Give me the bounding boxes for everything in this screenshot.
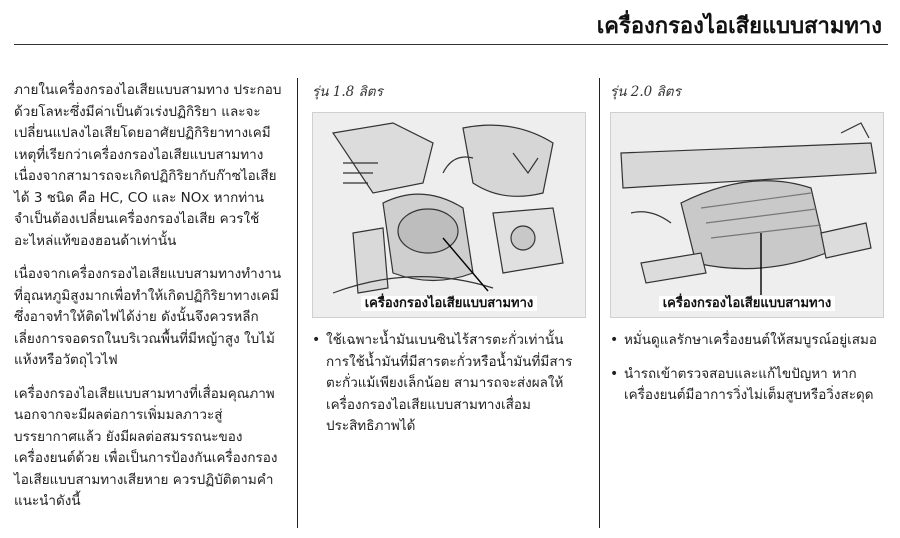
maintenance-tips-list — [610, 330, 888, 407]
figure-caption-1-8 — [313, 292, 585, 313]
heat-warning-paragraph: เนื่องจากเครื่องกรองไอเสียแบบสามทางทำงานที่อุณหภูมิสูงมากเพื่อทำให้เกิดปฏิกิริยาทางเคมี ซึ่งอาจทำให้ติดไฟได้ง่าย ดังนั้นจึงควรหลีกเลี่ยงการจอดรถในบริเวณพื้นที่มีหญ้าสูง ใบไม้แห้งหรือวัตถุไวไฟ — [14, 266, 282, 368]
figure-caption-1-8-text: เครื่องกรองไอเสียแบบสามทาง — [361, 296, 538, 311]
page-title: เครื่องกรองไอเสียแบบสามทาง — [596, 14, 882, 39]
bullet-engine-inspection: • นำรถเข้าตรวจสอบและแก้ไขปัญหา หากเครื่องยนต์มีอาการวิ่งไม่เต็มสูบหรือวิ่งสะดุด — [610, 364, 888, 407]
model-label-2-0: รุ่น 2.0 ลิตร — [610, 84, 681, 100]
intro-paragraph: ภายในเครื่องกรองไอเสียแบบสามทาง ประกอบด้วยโลหะซึ่งมีค่าเป็นตัวเร่งปฏิกิริยา และจะเปลี่ยนแปลงไอเสียโดยอาศัยปฏิกิริยาทางเคมี เหตุที่เรียกว่าเครื่องกรองไอเสียแบบสามทาง เนื่องจากสามารถจะเกิดปฏิกิริยากับก๊าซไอเสียได้ 3 ชนิด คือ HC, CO และ NOx หากท่านจำเป็นต้องเปลี่ยนเครื่องกรองไอเสีย ควรใช้อะไหล่แท้ของฮอนด้าเท่านั้น — [14, 82, 282, 249]
bullet-engine-maintenance: • หมั่นดูแลรักษาเครื่องยนต์ให้สมบูรณ์อยู่เสมอ — [610, 330, 888, 352]
header-divider — [14, 44, 888, 45]
engine-bay-illustration-1-8 — [312, 112, 586, 318]
left-column — [14, 80, 282, 525]
engine-diagram-1-8 — [313, 113, 585, 317]
figure-caption-2-0 — [611, 292, 883, 313]
bullet-unleaded-fuel: • ใช้เฉพาะน้ำมันเบนซินไร้สารตะกั่วเท่านั้น การใช้น้ำมันที่มีสารตะกั่วหรือน้ำมันที่มีสารตะกั่วแม้เพียงเล็กน้อย สามารถจะส่งผลให้เครื่องกรองไอเสียแบบสามทางเสื่อมประสิทธิภาพได้ — [312, 330, 590, 438]
catalytic-converter-diagram-2-0 — [611, 113, 883, 317]
column-divider-left — [297, 78, 298, 528]
right-column — [610, 80, 888, 419]
unleaded-fuel-list — [312, 330, 590, 438]
figure-caption-2-0-text: เครื่องกรองไอเสียแบบสามทาง — [659, 296, 836, 311]
middle-column — [312, 80, 590, 450]
column-divider-right — [599, 78, 600, 528]
model-label-1-8: รุ่น 1.8 ลิตร — [312, 84, 383, 100]
engine-bay-illustration-2-0 — [610, 112, 884, 318]
maintenance-paragraph: เครื่องกรองไอเสียแบบสามทางที่เสื่อมคุณภาพ นอกจากจะมีผลต่อการเพิ่มมลภาวะสู่บรรยากาศแล้ว ยังมีผลต่อสมรรถนะของเครื่องยนต์ด้วย เพื่อเป็นการป้องกันเครื่องกรองไอเสียแบบสามทางเสียหาย ควรปฏิบัติตามคำแนะนำดังนี้ — [14, 385, 278, 509]
